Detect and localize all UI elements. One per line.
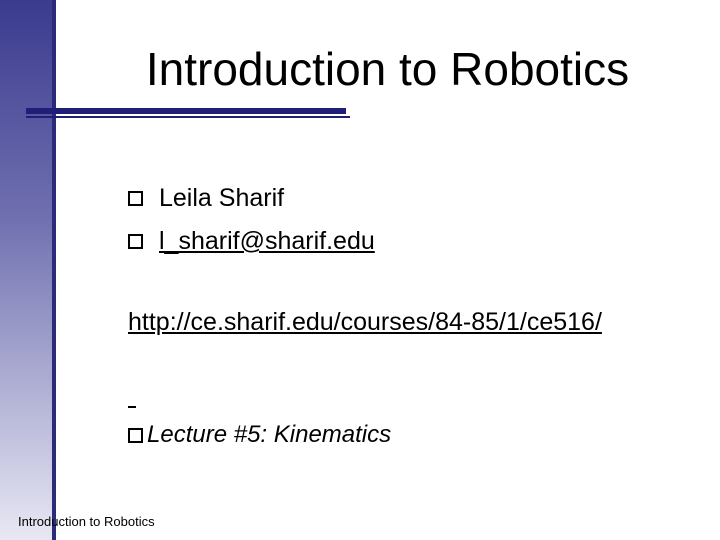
small-dash — [128, 406, 136, 408]
title-underline-thin — [26, 116, 350, 118]
bullet-email — [128, 227, 375, 256]
email-link[interactable]: l_sharif@sharif.edu — [159, 227, 375, 255]
bullet-author — [128, 184, 284, 213]
bullet-lecture — [128, 421, 391, 449]
slide-footer: Introduction to Robotics — [18, 514, 155, 529]
lecture-title: Lecture #5: Kinematics — [147, 421, 392, 448]
title-underline-thick — [26, 108, 346, 114]
sidebar-gradient — [0, 0, 56, 540]
sidebar-edge — [52, 0, 56, 540]
course-url-link[interactable]: http://ce.sharif.edu/courses/84-85/1/ce516/ — [128, 308, 602, 336]
checkbox-icon — [128, 191, 143, 206]
checkbox-icon — [128, 428, 143, 443]
slide-title: Introduction to Robotics — [145, 43, 630, 95]
author-name: Leila Sharif — [159, 184, 285, 212]
checkbox-icon — [128, 234, 143, 249]
